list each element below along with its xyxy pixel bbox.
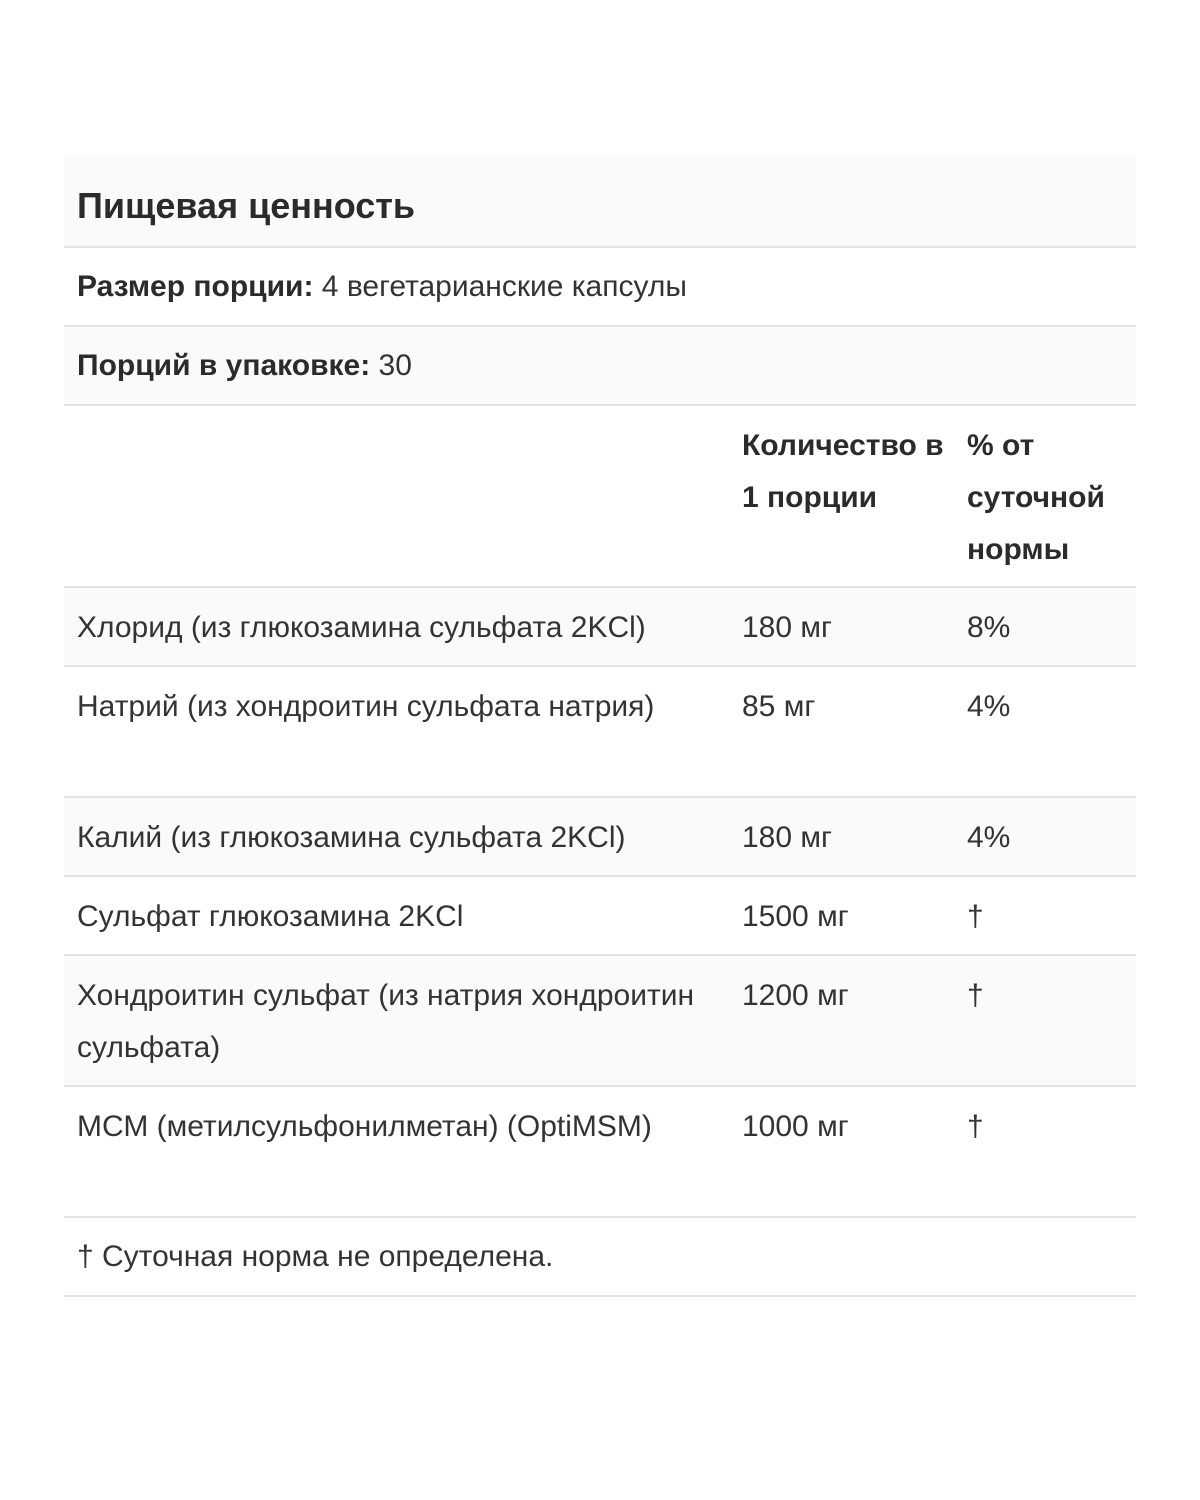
nutrient-daily-value: † [967,979,984,1012]
table-row [64,877,1136,956]
header-daily-value: % от суточной нормы [967,429,1105,566]
serving-size-value: 4 вегетарианские капсулы [313,270,687,303]
header-name [64,420,729,586]
title-row [64,157,1136,248]
nutrient-amount: 180 мг [742,821,832,854]
table-row [64,667,1136,798]
serving-size-label: Размер порции: [77,270,314,303]
nutrition-facts-panel [64,157,1136,1297]
serving-size-row [64,248,1136,327]
nutrient-name: Хлорид (из глюкозамина сульфата 2KCl) [77,611,646,644]
table-row [64,956,1136,1087]
table-row [64,588,1136,667]
servings-per-container [77,349,412,382]
nutrient-name: Хондроитин сульфат (из натрия хондроитин сульфата) [77,979,695,1064]
header-amount: Количество в 1 порции [742,429,944,514]
nutrient-daily-value: † [967,1110,984,1143]
nutrient-name: МСМ (метилсульфонилметан) (OptiMSM) [77,1110,652,1143]
serving-size [77,270,687,303]
servings-per-container-value: 30 [370,349,412,382]
nutrient-amount: 1200 мг [742,979,849,1012]
nutrient-daily-value: 4% [967,821,1011,854]
nutrient-daily-value: 4% [967,690,1011,723]
table-header-row [64,406,1136,588]
servings-per-container-label: Порций в упаковке: [77,349,371,382]
nutrient-amount: 85 мг [742,690,816,723]
nutrient-name: Калий (из глюкозамина сульфата 2KCl) [77,821,626,854]
nutrient-name: Натрий (из хондроитин сульфата натрия) [77,690,655,723]
nutrient-amount: 180 мг [742,611,832,644]
footnote: † Суточная норма не определена. [77,1240,554,1273]
nutrient-name: Сульфат глюкозамина 2KCl [77,900,464,933]
nutrition-title: Пищевая ценность [77,185,416,226]
table-row [64,1087,1136,1218]
servings-per-container-row [64,327,1136,406]
nutrient-amount: 1000 мг [742,1110,849,1143]
nutrient-daily-value: † [967,900,984,933]
nutrient-daily-value: 8% [967,611,1011,644]
footnote-row [64,1218,1136,1297]
table-row [64,798,1136,877]
nutrient-amount: 1500 мг [742,900,849,933]
